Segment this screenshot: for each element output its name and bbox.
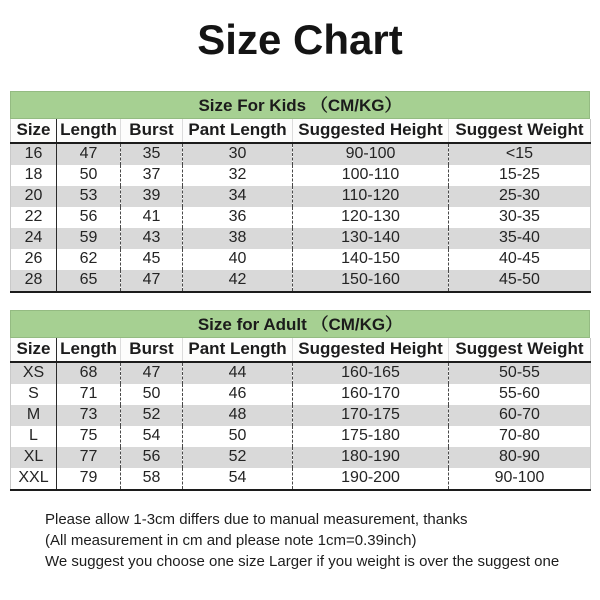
table-cell: 180-190 — [293, 447, 449, 468]
kids-section — [10, 91, 590, 293]
kids-header-row — [11, 119, 591, 143]
table-cell: 120-130 — [293, 207, 449, 228]
table-cell: <15 — [505, 145, 534, 162]
table-cell: 160-165 — [293, 362, 449, 384]
table-cell: 54 — [121, 426, 183, 447]
table-cell: 47 — [121, 270, 183, 292]
table-cell: 62 — [57, 249, 121, 270]
table-row — [11, 143, 591, 165]
table-cell: 20 — [11, 186, 57, 207]
page-title: Size Chart — [197, 16, 403, 63]
table-cell: 50 — [57, 165, 121, 186]
table-cell: 35 — [121, 143, 183, 165]
column-header: Size — [11, 338, 57, 362]
table-cell: 50 — [183, 426, 293, 447]
table-cell: 37 — [121, 165, 183, 186]
table-cell: 71 — [57, 384, 121, 405]
table-cell: 42 — [183, 270, 293, 292]
table-cell: 53 — [57, 186, 121, 207]
table-cell: 48 — [183, 405, 293, 426]
kids-size-table — [10, 119, 591, 293]
table-cell: 52 — [183, 447, 293, 468]
table-row — [11, 165, 591, 186]
table-row — [11, 270, 591, 292]
table-row — [11, 207, 591, 228]
column-header: Length — [57, 119, 121, 143]
table-row — [11, 384, 591, 405]
kids-table-body — [11, 143, 591, 292]
measurement-notes — [45, 509, 600, 572]
table-cell: 32 — [183, 165, 293, 186]
table-cell: 15-25 — [499, 166, 540, 183]
table-cell: 70-80 — [499, 427, 540, 444]
table-cell: 100-110 — [293, 165, 449, 186]
column-header: Burst — [121, 119, 183, 143]
column-header: Pant Length — [183, 119, 293, 143]
table-cell: 46 — [183, 384, 293, 405]
table-cell: S — [11, 384, 57, 405]
table-cell: 150-160 — [293, 270, 449, 292]
table-cell: 56 — [121, 447, 183, 468]
adult-size-table — [10, 338, 591, 491]
table-cell: 80-90 — [499, 448, 540, 465]
table-cell: 90-100 — [494, 469, 545, 486]
table-cell: 59 — [57, 228, 121, 249]
column-header: Suggested Height — [293, 338, 449, 362]
table-cell: XL — [11, 447, 57, 468]
table-cell: XS — [11, 362, 57, 384]
table-row — [11, 447, 591, 468]
column-header: Size — [11, 119, 57, 143]
table-cell: 38 — [183, 228, 293, 249]
note-line: (All measurement in cm and please note 1cm=0.39inch) — [45, 531, 417, 549]
note-line: Please allow 1-3cm differs due to manual measurement, thanks — [45, 510, 468, 528]
table-cell: 50-55 — [499, 364, 540, 381]
table-cell: 30 — [183, 143, 293, 165]
table-cell: 35-40 — [499, 229, 540, 246]
table-cell: 54 — [183, 468, 293, 490]
table-cell: 58 — [121, 468, 183, 490]
column-header: Suggested Height — [293, 119, 449, 143]
table-cell: 28 — [11, 270, 57, 292]
table-cell: 79 — [57, 468, 121, 490]
table-cell: 190-200 — [293, 468, 449, 490]
table-cell: 50 — [121, 384, 183, 405]
table-cell: 73 — [57, 405, 121, 426]
table-row — [11, 405, 591, 426]
table-cell: 130-140 — [293, 228, 449, 249]
table-cell: 43 — [121, 228, 183, 249]
table-cell: 16 — [11, 143, 57, 165]
table-cell: 30-35 — [499, 208, 540, 225]
table-cell: 56 — [57, 207, 121, 228]
table-cell: 39 — [121, 186, 183, 207]
table-cell: 47 — [57, 143, 121, 165]
table-cell: XXL — [11, 468, 57, 490]
table-cell: L — [11, 426, 57, 447]
column-header: Burst — [121, 338, 183, 362]
table-cell: 45 — [121, 249, 183, 270]
size-chart-page — [0, 14, 600, 600]
table-cell: 47 — [121, 362, 183, 384]
table-cell: 25-30 — [499, 187, 540, 204]
adult-section-banner: Size for Adult （CM/KG） — [10, 310, 590, 338]
table-cell: 26 — [11, 249, 57, 270]
note-line: We suggest you choose one size Larger if you weight is over the suggest one — [45, 552, 560, 570]
adult-section — [10, 310, 590, 491]
table-cell: 24 — [11, 228, 57, 249]
kids-section-banner: Size For Kids （CM/KG） — [10, 91, 590, 119]
table-cell: 110-120 — [293, 186, 449, 207]
table-cell: 60-70 — [499, 406, 540, 423]
adult-table-body — [11, 362, 591, 490]
column-header: Length — [57, 338, 121, 362]
table-cell: 77 — [57, 447, 121, 468]
column-header: Suggest Weight — [449, 119, 591, 143]
table-cell: 45-50 — [499, 271, 540, 288]
table-cell: 160-170 — [293, 384, 449, 405]
table-cell: 34 — [183, 186, 293, 207]
table-cell: 44 — [183, 362, 293, 384]
table-cell: 170-175 — [293, 405, 449, 426]
table-row — [11, 362, 591, 384]
table-cell: 175-180 — [293, 426, 449, 447]
table-cell: 52 — [121, 405, 183, 426]
table-row — [11, 186, 591, 207]
table-row — [11, 468, 591, 490]
table-cell: 41 — [121, 207, 183, 228]
column-header: Suggest Weight — [449, 338, 591, 362]
table-cell: 90-100 — [293, 143, 449, 165]
table-cell: 75 — [57, 426, 121, 447]
table-cell: 65 — [57, 270, 121, 292]
table-cell: 18 — [11, 165, 57, 186]
table-cell: 36 — [183, 207, 293, 228]
table-cell: 40 — [183, 249, 293, 270]
table-cell: 22 — [11, 207, 57, 228]
table-cell: 140-150 — [293, 249, 449, 270]
table-row — [11, 426, 591, 447]
table-row — [11, 249, 591, 270]
table-cell: 55-60 — [499, 385, 540, 402]
adult-header-row — [11, 338, 591, 362]
table-cell: M — [11, 405, 57, 426]
column-header: Pant Length — [183, 338, 293, 362]
table-row — [11, 228, 591, 249]
table-cell: 68 — [57, 362, 121, 384]
table-cell: 40-45 — [499, 250, 540, 267]
